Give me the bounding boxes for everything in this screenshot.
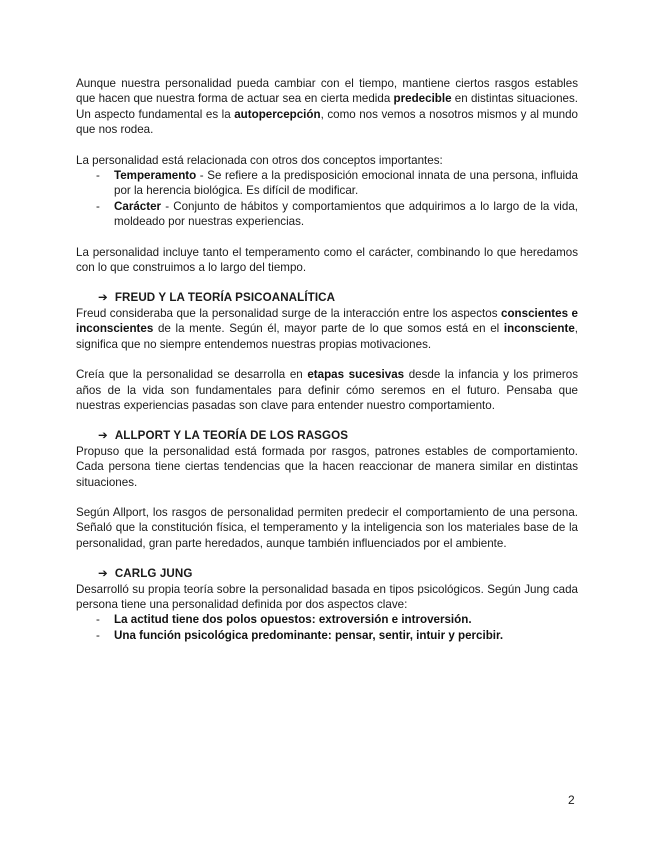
list-item-funcion <box>76 628 578 643</box>
text-run: , significa que no siempre entendemos nuestras propias motivaciones. <box>76 322 578 351</box>
text-run: , como nos vemos a nosotros mismos y al mundo que nos rodea. <box>76 107 578 137</box>
dash-bullet: - <box>96 628 100 642</box>
concepts-list <box>76 168 578 230</box>
bold-term-predecible: predecible <box>393 92 452 106</box>
page-number: 2 <box>568 793 575 807</box>
bold-term: Temperamento <box>114 169 197 183</box>
arrow-right-icon: ➔ <box>98 567 108 581</box>
list-item-text: La actitud tiene dos polos opuestos: extroversión e introversión. <box>114 613 472 627</box>
text-run: Creía que la personalidad se desarrolla en <box>76 368 308 382</box>
list-item-text: - Conjunto de hábitos y comportamientos que adquirimos a lo largo de la vida, moldeado por nuestras experiencias. <box>114 199 578 229</box>
section-heading-freud <box>76 290 578 305</box>
section-heading-jung <box>76 566 578 581</box>
bold-term-autopercepcion: autopercepción <box>234 107 321 121</box>
bold-term: Carácter <box>114 199 162 213</box>
intro-paragraph-3: La personalidad incluye tanto el temperamento como el carácter, combinando lo que heredamos con lo que construimos a lo largo del tiempo. <box>76 245 578 275</box>
text-run: Aunque nuestra personalidad pueda cambiar con el tiempo, mantiene ciertos rasgos estables que hacen que nuestra forma de actuar sea en cierta medida <box>76 77 578 106</box>
text-run: Freud consideraba que la personalidad surge de la interacción entre los aspectos <box>76 306 502 320</box>
list-item-temperamento <box>76 168 578 199</box>
dash-bullet: - <box>96 613 100 627</box>
list-item-caracter <box>76 199 578 230</box>
intro-paragraph-1 <box>76 76 578 138</box>
section-heading-allport <box>76 428 578 443</box>
bold-term: etapas sucesivas <box>307 368 405 382</box>
bold-term: conscientes e inconscientes <box>76 306 578 336</box>
intro-paragraph-2: La personalidad está relacionada con otros dos conceptos importantes: <box>76 153 443 167</box>
heading-text: CARLG JUNG <box>114 567 193 581</box>
text-run: de la mente. Según él, mayor parte de lo que somos está en el <box>153 322 504 336</box>
arrow-right-icon: ➔ <box>98 291 108 305</box>
allport-paragraph-1: Propuso que la personalidad está formada por rasgos, patrones estables de comportamiento. Cada persona tiene ciertas tendencias que la hacen reaccionar de manera similar en distintas situaciones. <box>76 444 578 489</box>
arrow-right-icon: ➔ <box>98 429 108 443</box>
dash-bullet: - <box>96 169 100 183</box>
heading-text: FREUD Y LA TEORÍA PSICOANALÍTICA <box>114 291 336 305</box>
jung-paragraph-1: Desarrolló su propia teoría sobre la personalidad basada en tipos psicológicos. Según Jung cada persona tiene una personalidad definida por dos aspectos clave: <box>76 582 578 611</box>
list-item-text: - Se refiere a la predisposición emocional innata de una persona, influida por la herencia biológica. Es difícil de modificar. <box>114 169 578 198</box>
allport-paragraph-2: Según Allport, los rasgos de personalidad permiten predecir el comportamiento de una persona. Señaló que la constitución física, el temperamento y la inteligencia son los materiales base de la personalidad, gran parte heredados, aunque también influenciados por el ambiente. <box>76 505 578 550</box>
freud-paragraph-1 <box>76 306 578 352</box>
heading-text: ALLPORT Y LA TEORÍA DE LOS RASGOS <box>114 429 349 443</box>
document-page <box>76 76 578 643</box>
text-run: desde la infancia y los primeros años de la vida son fundamentales para definir cómo seremos en el futuro. Pensaba que nuestras experiencias pasadas son clave para entender nuestro comportamiento. <box>76 368 578 412</box>
freud-paragraph-2 <box>76 367 578 413</box>
text-run: en distintas situaciones. Un aspecto fundamental es la <box>76 92 578 121</box>
list-item-actitud <box>76 612 578 627</box>
jung-aspects-list <box>76 612 578 643</box>
bold-term: inconsciente <box>503 322 575 336</box>
list-item-text: Una función psicológica predominante: pensar, sentir, intuir y percibir. <box>114 628 504 642</box>
dash-bullet: - <box>96 199 100 213</box>
